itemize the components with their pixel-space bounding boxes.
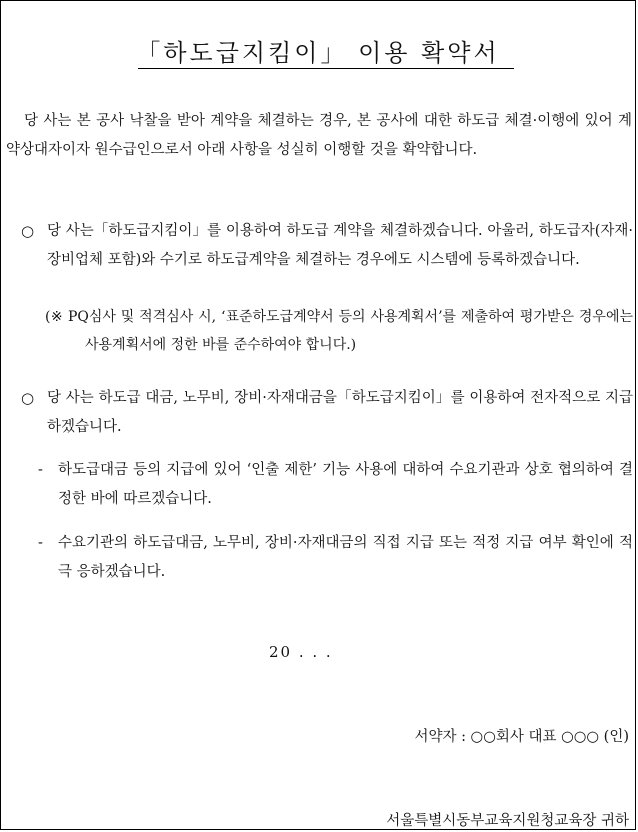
- sub-item-2: [38, 529, 633, 587]
- date-line: 20 . . .: [269, 643, 333, 661]
- addressee-line: 서울특별시동부교육지원청교육장 귀하: [386, 813, 629, 829]
- intro-text: 당 사는 본 공사 낙찰을 받아 계약을 체결하는 경우, 본 공사에 대한 하도급 체결·이행에 있어 계약상대자이자 원수급인으로서 아래 사항을 성실히 이행할 것을 확약합니다.: [6, 113, 632, 158]
- dash-bullet: -: [38, 535, 43, 551]
- intro-paragraph: [6, 107, 632, 165]
- pledge-item-1: [21, 217, 633, 275]
- pq-note: [45, 303, 633, 359]
- circle-bullet-icon: ○: [21, 389, 35, 407]
- pq-note-text: (※ PQ심사 및 적격심사 시, ‘표준하도급계약서 등의 사용계획서’를 제출하여 평가받은 경우에는 사용계획서에 정한 바를 준수하여야 합니다.): [45, 309, 633, 353]
- title-underline: [138, 68, 514, 69]
- signer-line: 서약자 : ○○회사 대표 ○○○ (인): [414, 729, 629, 745]
- circle-bullet-icon: ○: [21, 222, 35, 240]
- pledge-item-1-text: 당 사는「하도급지킴이」를 이용하여 하도급 계약을 체결하겠습니다. 아울러, 하도급자(자재·장비업체 포함)와 수기로 하도급계약을 체결하는 경우에도 시스템에 등록하겠습니다.: [47, 223, 633, 268]
- sub-item-2-text: 수요기관의 하도급대금, 노무비, 장비·자재대금의 직접 지급 또는 적정 지급 여부 확인에 적극 응하겠습니다.: [58, 535, 633, 580]
- sub-item-1-text: 하도급대금 등의 지급에 있어 ‘인출 제한’ 기능 사용에 대하여 수요기관과 상호 협의하여 결정한 바에 따르겠습니다.: [58, 462, 633, 507]
- pledge-item-2: [21, 384, 633, 442]
- pledge-item-2-text: 당 사는 하도급 대금, 노무비, 장비·자재대금을「하도급지킴이」를 이용하여 전자적으로 지급하겠습니다.: [47, 390, 633, 435]
- sub-item-1: [38, 456, 633, 514]
- dash-bullet: -: [38, 462, 43, 478]
- document-title: 「하도급지킴이」 이용 확약서: [136, 39, 500, 67]
